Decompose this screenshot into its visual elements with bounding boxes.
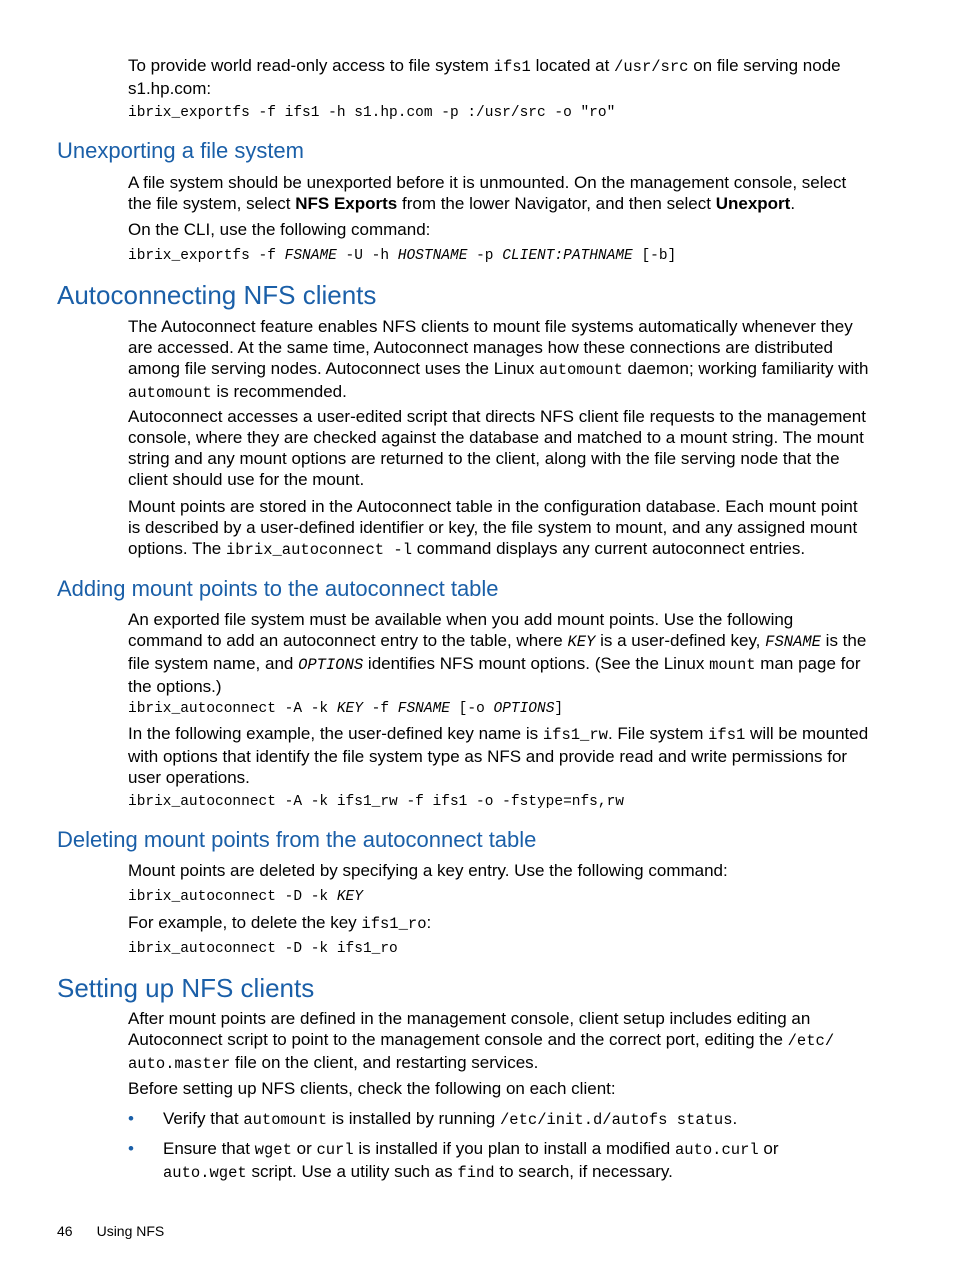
adding-paragraph-2	[128, 723, 870, 788]
inline-code: OPTIONS	[298, 656, 364, 674]
list-item	[163, 1138, 863, 1184]
code-run: ibrix_autoconnect -A -k	[128, 701, 337, 717]
code-run: ibrix_autoconnect -D -k	[128, 889, 337, 905]
section-heading-adding: Adding mount points to the autoconnect table	[57, 576, 499, 601]
inline-code: ibrix_autoconnect -l	[225, 541, 413, 559]
text-run: from the lower Navigator, and then select	[397, 194, 716, 213]
code-placeholder: OPTIONS	[493, 701, 555, 717]
code-example: ibrix_autoconnect -A -k ifs1_rw -f ifs1 -o -fstype=nfs,rw	[128, 794, 624, 810]
text-run: :	[426, 913, 432, 932]
text-run: is recommended.	[211, 382, 347, 401]
ui-term: NFS Exports	[295, 194, 398, 213]
code-placeholder: CLIENT:PATHNAME	[502, 248, 633, 264]
inline-code: automount	[539, 361, 623, 379]
text-run: The Autoconnect feature enables NFS clients to mount file systems automatically whenever they are accessed. At the same time, Autoconnect manages how these connections are distributed among file serving nodes. Autoconnect uses the Linux	[128, 317, 853, 378]
setup-paragraph-1	[128, 1008, 870, 1075]
inline-code: mount	[709, 656, 756, 674]
code-example: ibrix_autoconnect -D -k ifs1_ro	[128, 941, 398, 957]
page-footer	[57, 1223, 188, 1239]
list-item	[163, 1108, 863, 1131]
text-run: man page for the options.)	[128, 654, 861, 696]
setup-paragraph-2: Before setting up NFS clients, check the following on each client:	[128, 1079, 616, 1098]
inline-code: ifs1_rw	[542, 726, 608, 744]
text-run: is the file system name, and	[128, 631, 867, 673]
inline-code: ifs1	[708, 726, 746, 744]
inline-code: ifs1	[493, 58, 531, 76]
autoconnect-paragraph-3	[128, 496, 870, 561]
section-heading-setting-up: Setting up NFS clients	[57, 973, 315, 1003]
code-example: ibrix_exportfs -f ifs1 -h s1.hp.com -p :/usr/src -o "ro"	[128, 105, 616, 121]
code-example	[128, 888, 363, 906]
code-placeholder: FSNAME	[397, 701, 450, 717]
text-run: identifies NFS mount options. (See the Linux	[363, 654, 710, 673]
text-run: command displays any current autoconnect entries.	[412, 539, 806, 558]
text-run: . File system	[607, 724, 709, 743]
bullet-icon: •	[128, 1139, 134, 1158]
code-run: -p	[467, 248, 503, 264]
inline-code: /etc/init.d/autofs status	[499, 1111, 733, 1129]
inline-code: /usr/src	[614, 58, 689, 76]
text-run: For example, to delete the key	[128, 913, 362, 932]
code-placeholder: KEY	[336, 889, 363, 905]
inline-code: curl	[316, 1141, 354, 1159]
code-placeholder: KEY	[336, 701, 363, 717]
inline-code: /etc/	[787, 1032, 835, 1050]
code-run: -U -h	[336, 248, 398, 264]
section-heading-deleting: Deleting mount points from the autoconnect table	[57, 827, 537, 852]
text-run: .	[790, 194, 796, 213]
code-run: ibrix_exportfs -f	[128, 248, 285, 264]
text-run: or	[291, 1139, 317, 1158]
code-placeholder: HOSTNAME	[397, 248, 468, 264]
autoconnect-paragraph-2: Autoconnect accesses a user-edited script that directs NFS client file requests to the management console, where they are checked against the database and matched to a mount string. The mount string and any mount options are returned to the client, along with the file serving node that the client should use for the mount.	[128, 407, 866, 489]
inline-code: automount	[243, 1111, 328, 1129]
autoconnect-paragraph-1	[128, 316, 870, 404]
text-run: or	[758, 1139, 779, 1158]
intro-paragraph	[128, 55, 870, 99]
text-run: to search, if necessary.	[494, 1162, 673, 1181]
section-heading-autoconnecting: Autoconnecting NFS clients	[57, 280, 377, 310]
page-number: 46	[57, 1223, 73, 1239]
text-run: An exported file system must be available when you add mount points. Use the following command to add an autoconnect entry to the table, where	[128, 610, 794, 650]
inline-code: ifs1_ro	[361, 915, 427, 933]
text-run: Ensure that	[163, 1139, 255, 1158]
text-run: file on the client, and restarting services.	[230, 1053, 539, 1072]
ui-term: Unexport	[715, 194, 791, 213]
text-run: daemon; working familiarity with	[622, 359, 869, 378]
text-run: After mount points are defined in the management console, client setup includes editing an Autoconnect script to point to the management console and the correct port, editing the	[128, 1009, 811, 1049]
deleting-paragraph-1: Mount points are deleted by specifying a key entry. Use the following command:	[128, 861, 728, 880]
text-run: on file serving node s1.hp.com:	[128, 56, 841, 98]
footer-section-title: Using NFS	[96, 1223, 165, 1239]
text-run: .	[732, 1109, 738, 1128]
code-example	[128, 247, 676, 265]
code-run: [-o	[449, 701, 494, 717]
text-run: To provide world read-only access to file system	[128, 56, 494, 75]
unexport-cli-paragraph: On the CLI, use the following command:	[128, 220, 431, 239]
text-run: script. Use a utility such as	[246, 1162, 458, 1181]
bullet-icon: •	[128, 1109, 134, 1128]
unexport-paragraph	[128, 172, 870, 214]
text-run: Verify that	[163, 1109, 244, 1128]
inline-code: FSNAME	[765, 633, 821, 651]
deleting-paragraph-2	[128, 912, 870, 935]
inline-code: wget	[254, 1141, 292, 1159]
text-run: will be mounted with options that identify the file system type as NFS and provide read and write permissions for user operations.	[128, 724, 869, 787]
inline-code: auto.curl	[674, 1141, 759, 1159]
code-run: ]	[554, 701, 564, 717]
code-run: -f	[362, 701, 398, 717]
section-heading-unexporting: Unexporting a file system	[57, 138, 304, 163]
adding-paragraph-1	[128, 609, 870, 697]
text-run: In the following example, the user-defined key name is	[128, 724, 543, 743]
code-placeholder: FSNAME	[284, 248, 337, 264]
inline-code: KEY	[567, 633, 596, 651]
text-run: is installed by running	[327, 1109, 500, 1128]
text-run: is a user-defined key,	[595, 631, 766, 650]
text-run: A file system should be unexported before it is unmounted. On the management console, select the file system, select	[128, 173, 847, 213]
inline-code: auto.wget	[163, 1164, 247, 1182]
inline-code: auto.master	[128, 1055, 231, 1073]
inline-code: find	[457, 1164, 495, 1182]
code-run: [-b]	[632, 248, 677, 264]
text-run: located at	[530, 56, 615, 75]
inline-code: automount	[128, 384, 212, 402]
code-example	[128, 700, 563, 718]
text-run: Mount points are stored in the Autoconnect table in the configuration database. Each mount point is described by a user-defined identifier or key, the file system to mount, and any assigned mount options. The	[128, 497, 858, 558]
text-run: is installed if you plan to install a modified	[353, 1139, 675, 1158]
